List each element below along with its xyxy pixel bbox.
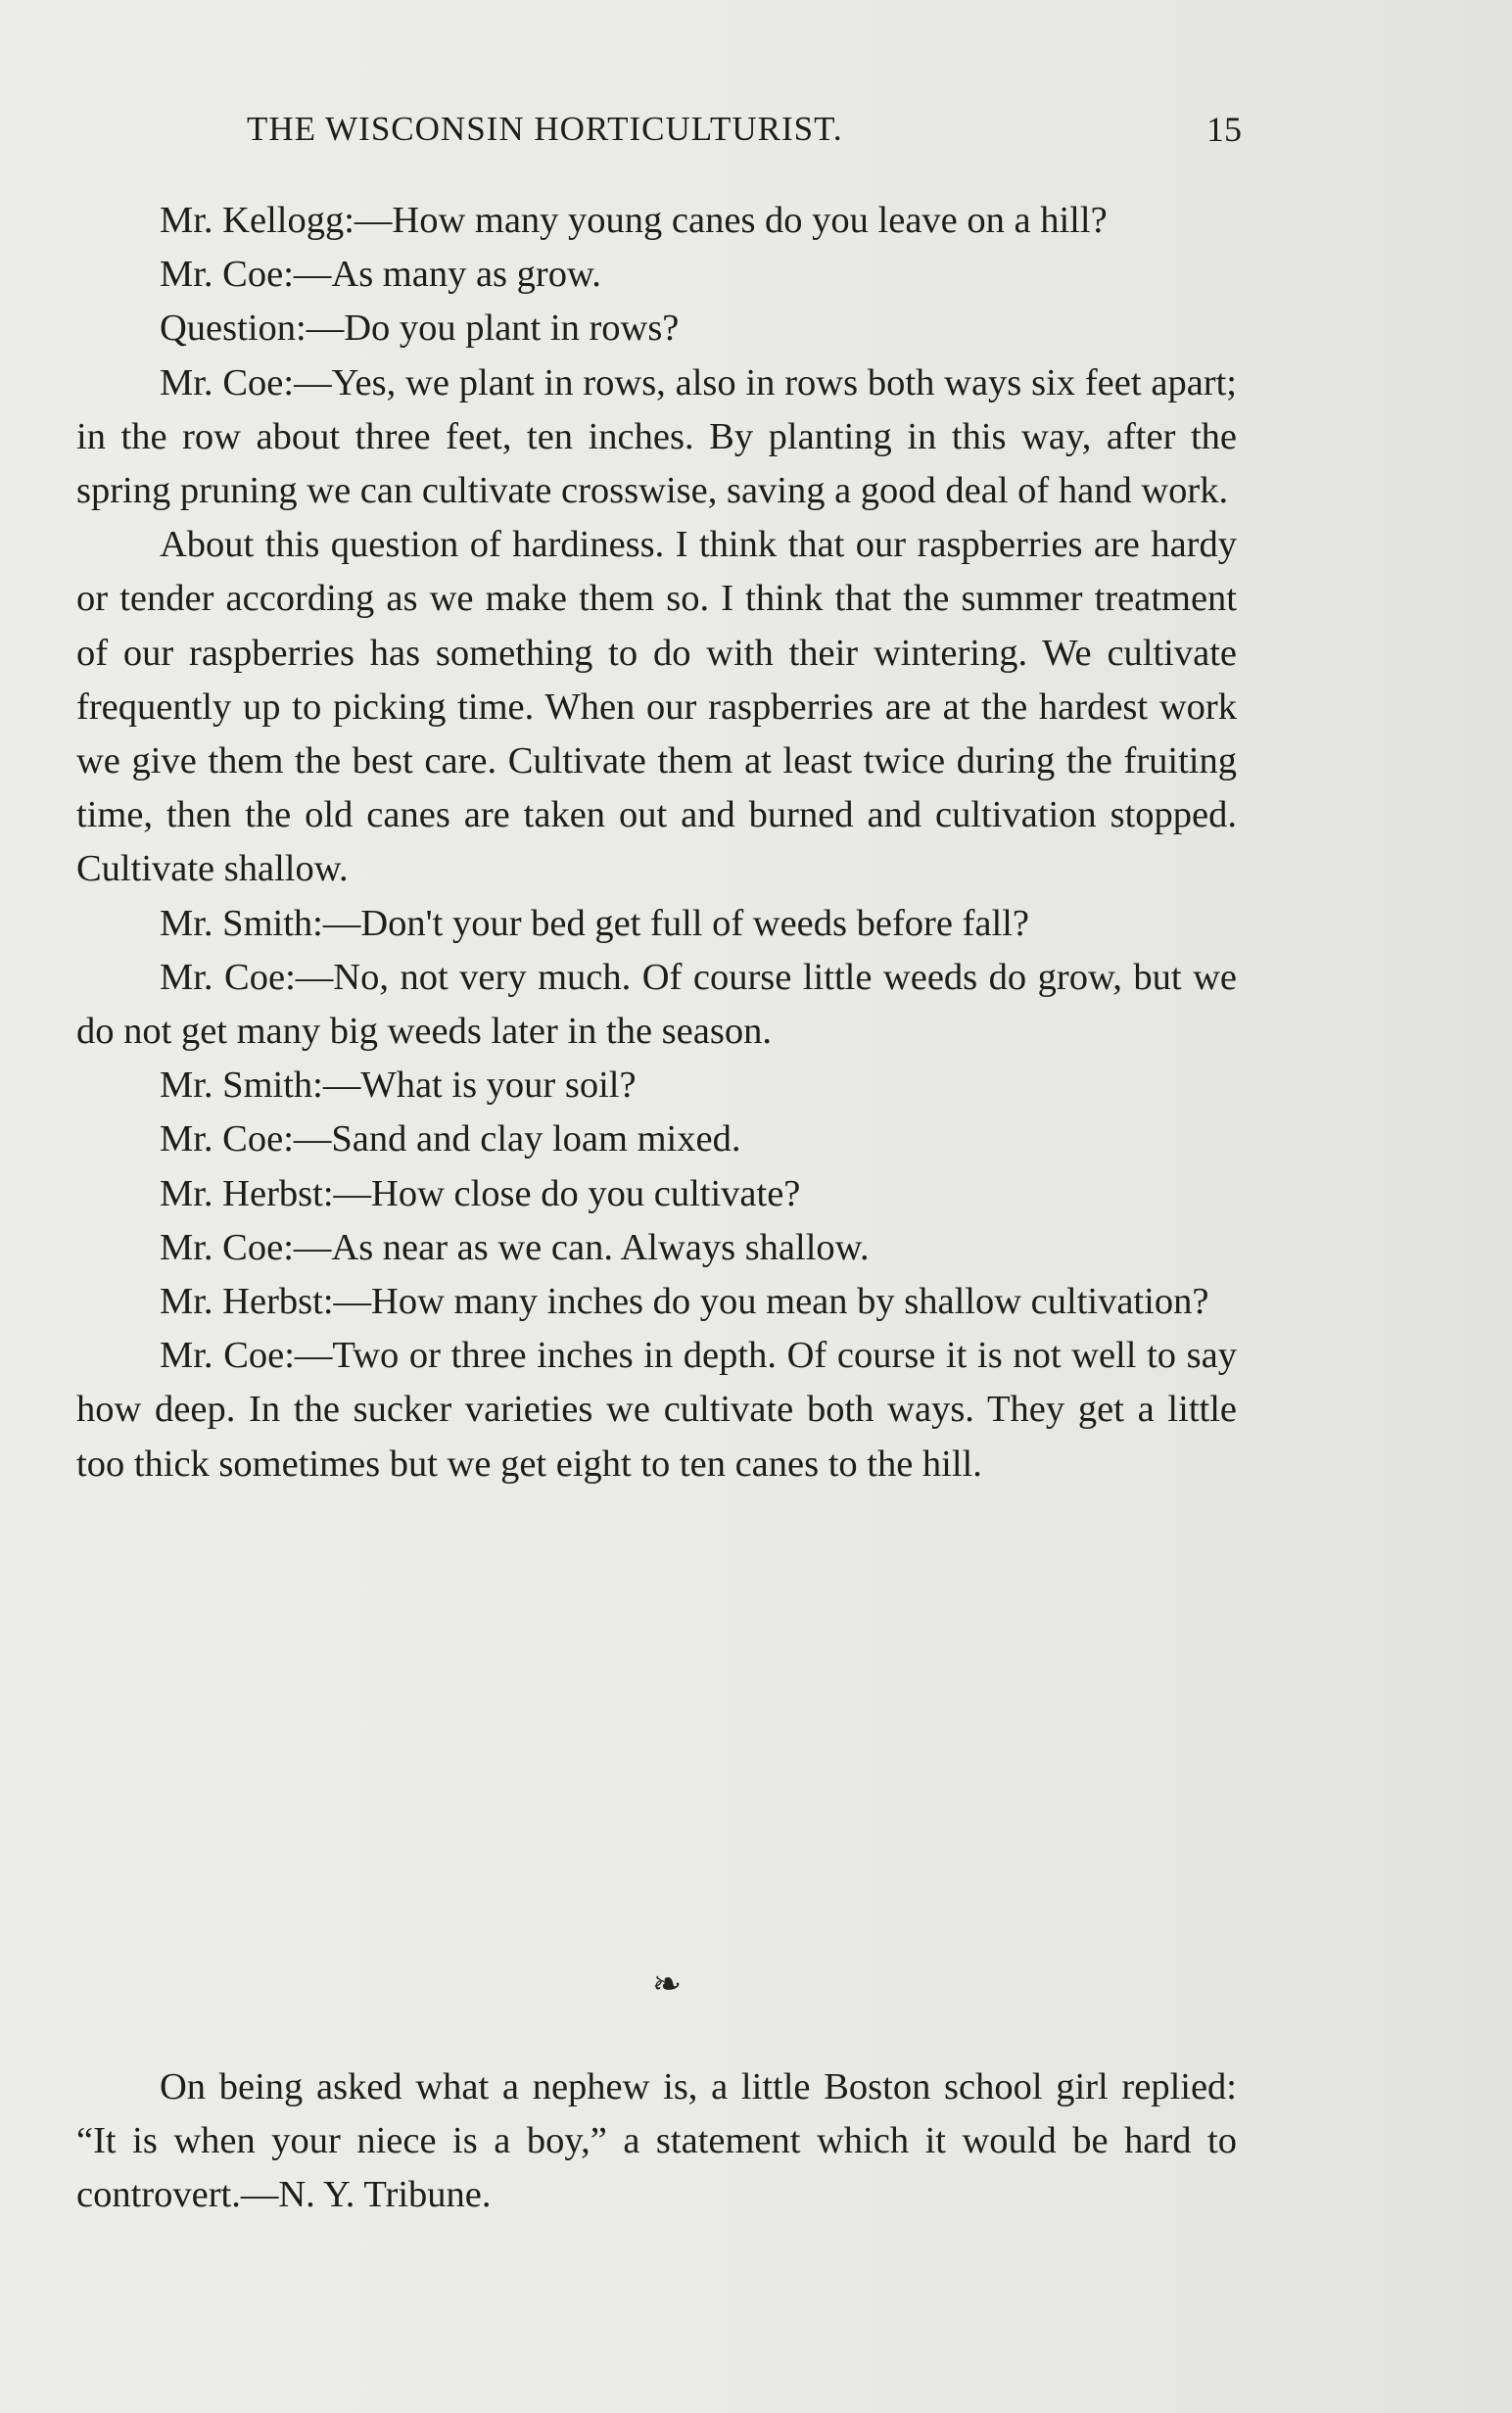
paragraph: Mr. Coe:—Two or three inches in depth. Of course it is not well to say how deep. In the sucker varieties we cultivate both ways. They get a little too thick sometimes but we get eight to ten canes to the hill. [76, 1335, 1237, 1485]
paragraph: Mr. Smith:—What is your soil? [160, 1065, 637, 1107]
paragraph: Mr. Herbst:—How close do you cultivate? [160, 1172, 801, 1214]
paragraph: Mr. Coe:—As near as we can. Always shallow. [160, 1226, 870, 1268]
paragraph: Mr. Coe:—As many as grow. [160, 254, 601, 296]
closing-anecdote [76, 2060, 1237, 2223]
running-header [247, 104, 1242, 155]
fleuron-ornament-icon: ❧ [652, 1964, 683, 2004]
paragraph: Mr. Kellogg:—How many young canes do you leave on a hill? [160, 200, 1108, 241]
paragraph: Mr. Smith:—Don't your bed get full of weeds before fall? [160, 902, 1029, 944]
paragraph: Question:—Do you plant in rows? [160, 308, 680, 350]
main-text [76, 194, 1237, 1491]
journal-title: THE WISCONSIN HORTICULTURIST. [247, 110, 843, 148]
paragraph: Mr. Coe:—Sand and clay loam mixed. [160, 1118, 741, 1160]
closing-paragraph: On being asked what a nephew is, a little Boston school girl replied: “It is when your niece is a boy,” a statement which it would be hard to controvert.—N. Y. Tribune. [76, 2066, 1237, 2216]
paragraph: About this question of hardiness. I think that our raspberries are hardy or tender according as we make them so. I think that the summer treatment of our raspberries has something to do with their wintering. We cultivate frequently up to picking time. When our raspberries are at the hardest work we give them the best care. Cultivate them at least twice during the fruiting time, then the old canes are taken out and burned and cultivation stopped. Cultivate shallow. [76, 524, 1237, 890]
paragraph: Mr. Herbst:—How many inches do you mean by shallow cultivation? [160, 1281, 1209, 1323]
paragraph: Mr. Coe:—No, not very much. Of course little weeds do grow, but we do not get many big weeds later in the season. [76, 956, 1237, 1053]
paragraph: Mr. Coe:—Yes, we plant in rows, also in rows both ways six feet apart; in the row about three feet, ten inches. By planting in this way, after the spring pruning we can cultivate crosswise, saving a good deal of hand work. [76, 361, 1237, 512]
page-number: 15 [1206, 110, 1242, 149]
